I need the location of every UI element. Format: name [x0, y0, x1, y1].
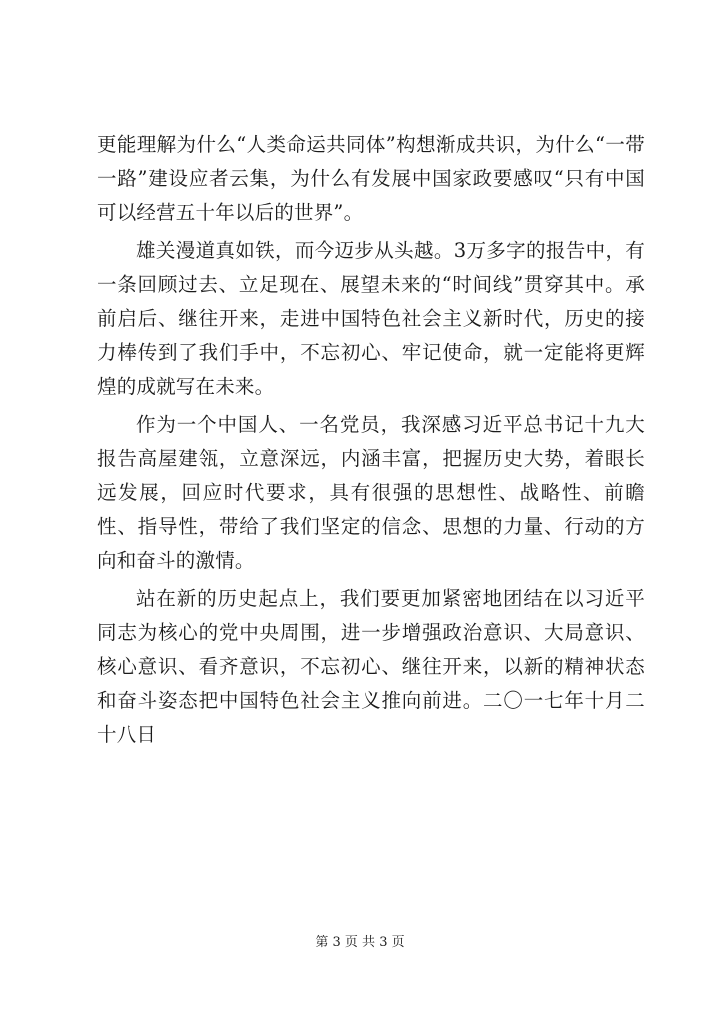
paragraph-4: 站在新的历史起点上，我们要更加紧密地团结在以习近平同志为核心的党中央周围，进一步增强政治意识、大局意识、核心意识、看齐意识，不忘初心、继往开来，以新的精神状态和奋斗姿态把中国特色社会主义推向前进。二〇一七年十月二十八日 [97, 587, 645, 746]
paragraph-2: 雄关漫道真如铁，而今迈步从头越。3万多字的报告中，有一条回顾过去、立足现在、展望未来的“时间线”贯穿其中。承前启后、继往开来，走进中国特色社会主义新时代，历史的接力棒传到了我们手中，不忘初心、牢记使命，就一定能将更辉煌的成就写在未来。 [97, 239, 645, 398]
paragraph-1: 更能理解为什么“人类命运共同体”构想渐成共识，为什么“一带一路”建设应者云集，为什么有发展中国家政要感叹“只有中国可以经营五十年以后的世界”。 [97, 133, 645, 224]
paragraph-3: 作为一个中国人、一名党员，我深感习近平总书记十九大报告高屋建瓴，立意深远，内涵丰富，把握历史大势，着眼长远发展，回应时代要求，具有很强的思想性、战略性、前瞻性、指导性，带给了我们坚定的信念、思想的力量、行动的方向和奋斗的激情。 [97, 413, 645, 572]
document-body [97, 128, 645, 756]
page-number-footer: 第 3 页 共 3 页 [315, 935, 405, 950]
